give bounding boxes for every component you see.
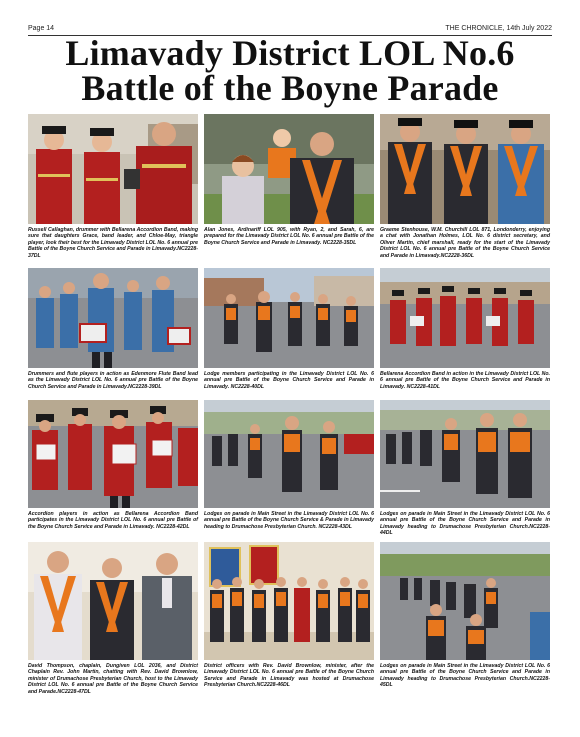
page-number: Page 14 bbox=[28, 25, 55, 32]
chaplains-photo bbox=[28, 542, 198, 660]
main-street-parade-photo-1 bbox=[204, 400, 374, 508]
accordion-band-photo bbox=[380, 268, 550, 368]
main-street-parade-photo-2 bbox=[380, 400, 550, 508]
photo-caption-6: Bellarena Accordion Band in action in the Limavady District LOL No. 6 annual pre Battle of the Boyne Church Service and Parade in Limavady. NC2228-41DL bbox=[380, 371, 550, 390]
accordion-players-photo bbox=[28, 400, 198, 508]
page-title-line-1: Limavady District LOL No.6 bbox=[65, 33, 515, 73]
photo-caption-7: Accordion players in action as Bellarena Accordion Band participates in the Limavady District LOL No. 6 annual pre Battle of the Boyne Church Service and Parade in Limavady. NC2228-42DL bbox=[28, 511, 198, 530]
page-title-line-2: Battle of the Boyne Parade bbox=[81, 68, 499, 108]
three-members-photo bbox=[380, 114, 550, 224]
photo-caption-8: Lodges on parade in Main Street in the Limavady District LOL No. 6 annual pre Battle of the Boyne Church Service & Parade in Limavady heading to Drumachose Presbyterian Church. NC2228-43DL bbox=[204, 511, 374, 530]
family-photo bbox=[204, 114, 374, 224]
photo-caption-11: District officers with Rev. David Brownlow, minister, after the Limavady District LOL No. 6 annual pre Battle of the Boyne Church Service and Parade in Limavady was hosted at Drumachose Presbyterian Church.NC2228-46DL bbox=[204, 663, 374, 689]
publication-date: THE CHRONICLE, 14th July 2022 bbox=[445, 25, 552, 32]
lodge-members-photo bbox=[204, 268, 374, 368]
photo-caption-5: Lodge members participating in the Limavady District LOL No. 6 annual pre Battle of the Boyne Church Service and Parade in Limavady. NC2228-40DL bbox=[204, 371, 374, 390]
flute-band-photo bbox=[28, 268, 198, 368]
photo-caption-1: Russell Callaghan, drummer with Bellarena Accordion Band, making sure that daughters Grace, band leader, and Chloe-May, triangle player, look their best for the Limavady District LOL No. 6 annual pre Battle of the Boyne Church Service and Parade in Limavady.NC2228-37DL bbox=[28, 227, 198, 259]
district-officers-photo bbox=[204, 542, 374, 660]
photo-caption-9: Lodges on parade in Main Street in the Limavady District LOL No. 6 annual pre Battle of the Boyne Church Service and Parade in Limavady heading to Drumachose Presbyterian Church.NC2228-44DL bbox=[380, 511, 550, 537]
photo-caption-12: Lodges on parade in Main Street in the Limavady District LOL No. 6 annual pre Battle of the Boyne Church Service and Parade in Limavady heading to Drumachose Presbyterian Church.NC2228-45DL bbox=[380, 663, 550, 689]
page-title bbox=[28, 33, 552, 108]
photo-caption-3: Graeme Stenhouse, W.M. Churchill LOL 871, Londonderry, enjoying a chat with Jonathan Holmes, LOL No. 6 district secretary, and Oliver Martin, chief marshall, ready for the start of the Limavady District LOL No. 6 annual pre Battle of the Boyne Church Service and Parade in Limavady.NC2228-36DL bbox=[380, 227, 550, 259]
band-members-photo bbox=[28, 114, 198, 224]
main-street-parade-photo-3 bbox=[380, 542, 550, 660]
photo-caption-2: Alan Jones, Ardinariff LOL 905, with Ryan, 2, and Sarah, 6, are prepared for the Limavady District LOL No. 6 annual pre Battle of the Boyne Church Service and Parade in Limavady. NC2228-35DL bbox=[204, 227, 374, 246]
photo-caption-4: Drummers and flute players in action as Edenmore Flute Band lead as the Limavady District LOL No. 6 annual pre Battle of the Boyne Church Service and Parade in Limavady.NC2228-39DL bbox=[28, 371, 198, 390]
photo-caption-10: David Thompson, chaplain, Dungiven LOL 2036, and District Chaplain Rev. John Martin, chatting with Rev. David Brownlow, minister of Drumachose Presbyterian Church, host to the Limavady District LOL No. 6 annual pre Battle of the Boyne Church Service and Parade.NC2228-47DL bbox=[28, 663, 198, 695]
